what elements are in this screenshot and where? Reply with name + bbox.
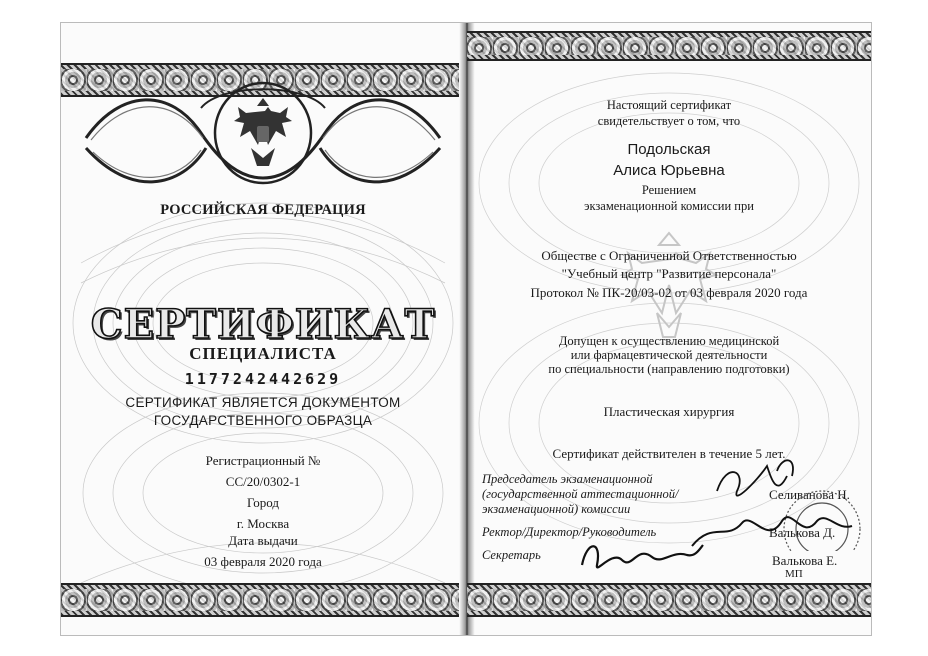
issue-date-value: 03 февраля 2020 года [204,554,322,569]
intro-line-2: свидетельствует о том, что [597,114,741,128]
country-name: РОССИЙСКАЯ ФЕДЕРАЦИЯ [160,202,366,218]
issue-date-label: Дата выдачи [228,533,298,548]
registration-number: СС/20/0302-1 [225,474,301,489]
chair-name: Селиванова Н. [769,487,850,502]
bottom-ornamental-band [61,583,465,617]
chair-title-line-3: экзаменационной) комиссии [482,502,631,516]
chair-title-line-2: (государственной аттестационной/ [482,487,679,501]
rector-label: Ректор/Директор/Руководитель [482,525,657,539]
specialty-name: Пластическая хирургия [603,404,735,419]
organization-line-2: "Учебный центр "Развитие персонала" [561,266,777,281]
decision-line-1: Решением [641,183,697,197]
stamp-mark: МП [785,568,803,580]
state-document-line-2: ГОСУДАРСТВЕННОГО ОБРАЗЦА [153,413,373,428]
top-ornamental-band [467,31,871,61]
secretary-signature-icon [577,535,707,580]
organization-line-1: Обществе с Ограниченной Ответственностью [541,248,797,263]
official-stamp-and-signatures [687,451,867,551]
city-label: Город [246,495,280,510]
certificate-right-page [467,23,871,635]
city-value: г. Москва [236,516,290,531]
secretary-label: Секретарь [482,548,541,562]
protocol-line: Протокол № ПК-20/03-02 от 03 февраля 2020 года [530,285,808,300]
decision-line-2: экзаменационной комиссии при [584,199,754,213]
certificate-spread [60,22,872,636]
certificate-left-page [61,23,465,635]
registration-label: Регистрационный № [205,453,321,468]
validity-statement: Сертификат действителен в течение 5 лет. [552,446,786,461]
chair-title-line-1: Председатель экзаменационной [482,472,653,486]
admission-line-3: по специальности (направлению подготовки) [548,362,790,376]
certificate-number: 1177242442629 [184,370,342,388]
state-document-line-1: СЕРТИФИКАТ ЯВЛЯЕТСЯ ДОКУМЕНТОМ [125,395,401,410]
intro-line-1: Настоящий сертификат [606,98,732,112]
chair-signature-icon [717,460,793,495]
certificate-title: СЕРТИФИКАТ [90,301,436,348]
rector-name: Валькова Д. [769,525,836,540]
secretary-name: Валькова Е. [772,553,838,568]
holder-surname: Подольская [627,141,711,158]
ornamental-emblem-frame [81,78,445,208]
admission-line-2: или фармацевтической деятельности [570,348,768,362]
bottom-ornamental-band [467,583,871,617]
rector-signature-icon [692,517,852,546]
double-headed-eagle-icon [234,98,292,166]
holder-given-names: Алиса Юрьевна [613,162,725,179]
certificate-subtitle: СПЕЦИАЛИСТА [189,344,337,363]
admission-line-1: Допущен к осуществлению медицинской [558,334,780,348]
